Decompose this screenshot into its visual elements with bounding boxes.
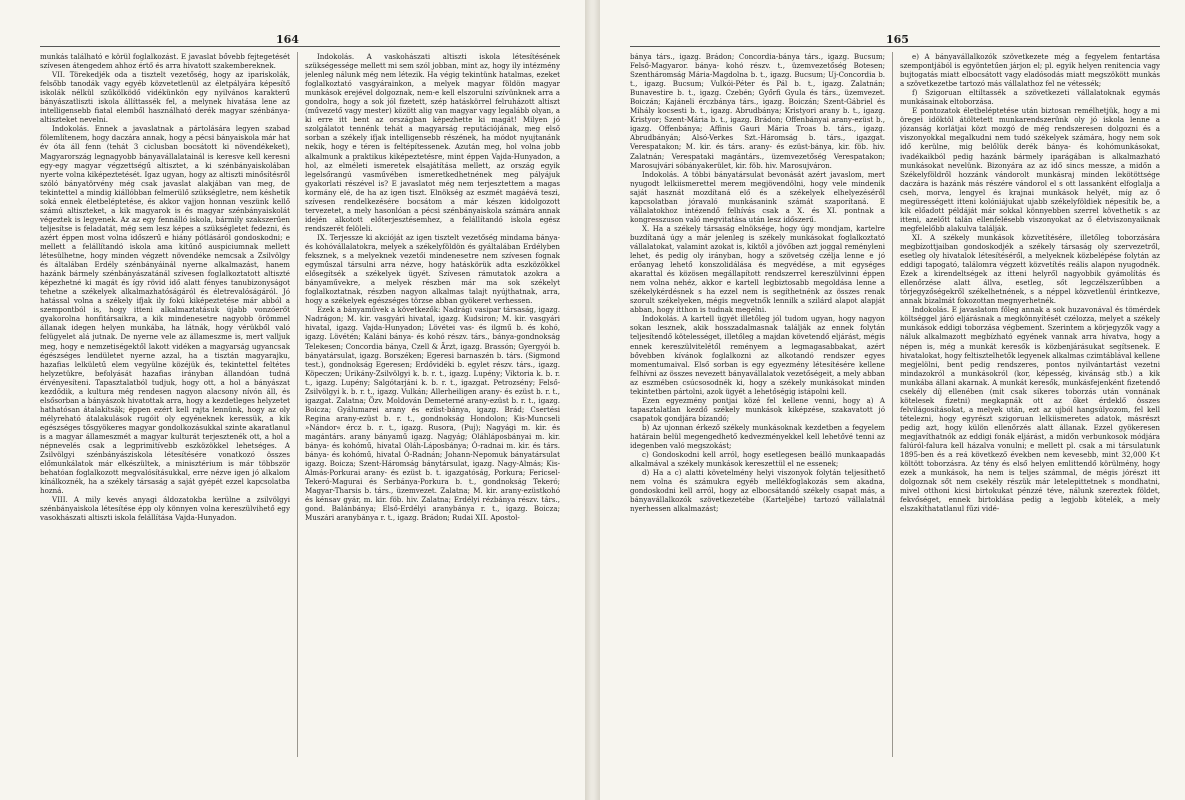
paragraph: bánya társ., igazg. Brádon; Concordia-bánya társ., igazg. Bucsum; Felső-Magyaror. bánya- kohó részv. t., üzemvezetőség Botesen; Szentháromság Mária-Magdolna b. t., igazg. Bucsum; Uj-Concordia b. t., igazg. Bucsum; Vulkói-Péter és Pál b. t., igazg. Zalatnán; Bunavestire b. t., igazg. Czebén; Győrfi Gyula és társ., üzemvezet. Boiczán; Kajáneli érczbánya társ., igazg. Boiczán; Szent-Gábriel és Mihály kocsesti b. t., igazg. Abrudbánya; Kristyori arany b. t., igazg. Kristyor; Szent-Mária b. t., igazg. Brádon; Offenbányai arany-ezüst b., igazg. Offenbánya; Affinis Gauri Mária Troas b. társ., igazg. Abrudbányán; Alsó-Verkes Szt.-Háromság b. társ., igazgat. Verespatakon; M. kir. és társ. arany- és ezüst-bánya, kir. föb. hiv. Zalatnán; Verespataki magántárs., üzemvezetőség Verespatakon; Marosujvári sóbányakerület, kir. föb. hiv. Marosujváron. bbox=[630, 52, 885, 170]
page-number: 164 bbox=[276, 33, 299, 46]
paragraph: f) Szigoruan eltiltassék a szövetkezeti vállalatoknak egymás munkásainak eltoborzása. bbox=[900, 88, 1160, 107]
paragraph: Indokolás. A vaskohászati altiszti iskola létesítésének szükségessége mellett mi sem szól jobban, mint az, hogy ily intézmény jelenleg nálunk még nem létezik. Ha végig tekintünk hatalmas, ezeket foglalkoztató vasgyárainkon, a melyek magyar földön magyar munkások erejével dolgoznak, nem-e kell elszorulni szívünknek arra a gondolra, hogy a sok jól fizetett, szép hatáskörrel felruházott altiszt (művezető vagy mester) között alig van magyar vagy legalább olyan, a ki erre itt bent az országban képezhette ki magát! Milyen jó szolgálatot tennénk tehát a magyarság reputációjának, meg első sorban a székely ifjak intelligensebb részének, ha módot nyujtanánk nekik, hogy e téren is feltépítessenek. Azután meg, hol volna jobb alkalmunk a praktikus kiképeztetésre, mint éppen Vajda-Hunyadon, a hol, az elméleti ismeretek elsajátítása mellett, az ország egyik legelsőrangú vasművében ismeretkedhetnének meg pályájuk gyakorlati részével is? E javaslatot még nem terjesztettem a magas kormány elé, de ha az igen tiszt. Elnökség az eszmét magáévá teszi, szívesen rendelkezésére bocsátom a már készen kidolgozott tervezetet, a mely hasonlóan a pécsi szénbányaiskola számára annak idején alkotott előterjesztésemhez, a felállítandó iskola egész rendszerét felöleli. bbox=[305, 52, 560, 233]
paragraph: Ezek a bányaművek a következők: Nadrági vasipar társaság, igazg. Nadrágon; M. kir. vasgyári hivatal, igazg. Kudsiron; M. kir. vasgyári hivatal, igazg. Vajda-Hunyadon; Lövétei vas- és ilgmű b. és kohó, igazg. Lövétén; Kaláni bánya- és kohó részv. társ., bánya-gondnokság Telekesen; Concordia bánya, Czell & Ärzt, igazg. Brassón; Gyergyói b. bányatársulat, igazg. Borszéken; Egeresi barnaszén b. társ. (Sigmond test.), gondnokság Egeresen; Erdővidéki b. egylet részv. társ., igazg. Köpeczen; Urikány-Zsilvölgyi k. b. r. t., igazg. Lupény; Viktoria k. b. r. t., igazg. Lupény; Salgótarjáni k. b. r. t., igazgat. Petrozsény; Felső-Zsilvölgyi k. b. r. t., igazg. Vulkán; Allerheiligen arany- és ezüst b. r. t., igazgat. Zalatna; Özv. Moldován Demeterné arany-ezüst b. r. t., igazg. Boicza; Gyálumarei arany és ezüst-bánya, igazg. Brád; Csertési Regina arany-ezüst b. r. t., gondnokság Hondolon; Kis-Muncseli »Nándor« ércz b. r. t., igazg. Rusora, (Puj); Nagyági m. kir. és magántárs. arany bányamű igazg. Nagyág; Oláhláposbányai m. kir. bánya- és kohómű, hivatal Oláh-Láposbánya; Ó-radnai m. kir. és társ. bánya- és kohómű, hivatal Ó-Radnán; Johann-Nepomuk bányatársulat igazg. Boicza; Szent-Háromság bánytársulat, igazg. Nagy-Almás; Kis-Almás-Porkurai arany- és ezüst b. t. igazgatóság, Porkura; Fericsel-Tekeró-Magurai és Serbánya-Porkura b. t., gondnokság Tekeró; Magyar-Tharsis b. társ., üzemvezet. Zalatna; M. kir. arany-ezüstkohó és kénsav gyár, m. kir. föb. hiv. Zalatna; Erdélyi rézbánya részv. társ., gond. Balánbánya; Első-Erdélyi aranybánya r. t., igazg. Boicza; Muszári aranybánya r. t., igazg. Brádon; Rudai XII. Apostol- bbox=[305, 305, 560, 523]
paragraph: E pontozatok életbeléptetése után biztosan remélhetjük, hogy a mi öregei idöktöl átöltetett munkarendszerünk oly jó iskola lenne a józanság korlátjai közt mozgó de még rendszeresen dolgozni és a viszonyokkal megalkudni nem tudó székelyek számára, hogy nem sok idő kerülne, mig belőlük derék bánya- és kohómunkásokat, ivadékaikból pedig hazánk bármely iparágában is alkalmazható munkásokat nevelünk. Bizonyára az az idő sincs messze, a midőn a Székelyföldről hozzánk vándorolt munkásraj minden lekötöttsége daczára is hazánk más részére vándorol el s ott lassanként elfoglalja a cseh, morva, lengyel és krajnai munkások helyét, míg az ő megürességett itteni kolóniájukat ujabb székelyföldiek népesítik be, a kik előadott példáját már sokkal könnyebben szerrel követhetik s az itteni, azelőtt talán ellenfelésebb viszonyokat az ő életviszonyaiknak megfelelőbb alakulva találják. bbox=[900, 106, 1160, 233]
paragraph: X. Ha a székely társaság elnöksége, hogy úgy mondjam, kartelre buzdítaná úgy a már jelenleg is székely munkásokat foglalkoztató vállalatokat, valamint azokat is, kiktől a jövőben azt joggal reményleni lehet, és pedig oly irányban, hogy a szövetség czélja lenne e jó erőanyag lehető konszolidálása és megvédése, a mit egységes akarattal és közösen megállapított rendszerrel kereszülvinni éppen nem volna nehéz, akkor e kartell legbiztosabb megoldása lenne a székelykérdésnek s ha ezzel nem is segíthetnénk az összes renak szorult székelyeken, mégis megvetnők lennilk a szilárd alapot alapját abban, hogy itthon is tudnak megélni. bbox=[630, 223, 885, 315]
text-column-2 bbox=[305, 52, 560, 762]
column-divider bbox=[297, 52, 298, 757]
text-column-1 bbox=[630, 52, 885, 762]
header-rule bbox=[40, 46, 560, 47]
text-column-1 bbox=[40, 52, 290, 762]
paragraph: VII. Törekedjék oda a tisztelt vezetőség, hogy az ipariskolák, felsőbb tanodák vagy egyéb közvetetlenül az életpályára képesítő iskolák nélkül szűkölködő vidékünkön egy nyilvános karakterű bányászatliszti iskola állíttassék fel, a melynek hivatása lene az intelligensebb fiatal elemből használható derék magyar szénbánya-altiszteket nevelni. bbox=[40, 70, 290, 125]
right-page bbox=[600, 0, 1185, 800]
paragraph: Ezen egyezmény pontjai közé fel kellene venni, hogy a) A tapasztalatlan kezdő székely munkások kiképzése, szakavatott jó csapatok gondjára bízandó; bbox=[630, 395, 885, 423]
paragraph: Indokolás. A többi bányatársulat bevonását azért javaslom, mert nyugodt lelkiismerettel merem megjövendölni, hogy vele mindenik saját hasznát mozdítaná elő és a székelyek elhelyezéséről kapcsolatban jóravaló munkásanink számát szaporítaná. E vállalatokhoz intézendő felhívás csak a X. és XI. pontnak a kongresszuson való megvitatása után lesz időszerű. bbox=[630, 169, 885, 224]
paragraph: e) A bányavállalkozók szövetkezete még a fegyelem fentartása szempontjából is egyöntetűen járjon el; pl. egyik helyen renitencia vagy bujtogatás miatt elbocsátott vagy eladósodás miatt megszökött munkás a szövetkezetbe tartozó más vállalathoz fel ne vétessék; bbox=[900, 52, 1160, 89]
paragraph: XI. A székely munkások közvetítésére, illetőleg toborzására megbízottjaiban gondoskodjék a székely társaság oly szervezetről, esetleg oly hivatalok létesítéséről, a melyeknek közbelépése folytán az eddigi tapogató, találomra végzett közvetítés reális alapon nyugodnék. Ezek a kirendeltségek az itteni helyről nagyobbik gyámolítás és ellenőrzése alatt állva, esetleg, sőt legczélszerűbben a törjegyzőségekről székelhetnének, s a néppel közvetlenül érintkezve, annak bizalmát fokozottan megnyerhetnék. bbox=[900, 232, 1160, 306]
paragraph: IX. Terjessze ki akcióját az igen tisztelt vezetőség mindama bánya- és kohóvállalatokra, melyek a székelyföldön és gyáltalában Erdélyben feksznek, s a melyeknek vezetői mindenesetre nem szívesen fognak egyműszal társulni arra nézve, hogy hatáskörük adta eszközökkel elősegítsék a székelyek ügyét. Szívesen rámutatok azokra a bányaművekre, a melyek részben már ma sok székelyt foglalkoztatnak, részben nagyon alkalmas talajt nyújthatnak, arra, hogy a székelyek egészséges törzse abban gyökeret verhessen. bbox=[305, 232, 560, 306]
book-gutter bbox=[585, 0, 600, 800]
paragraph: Indokolás. A kartell ügyét illetőleg jól tudom ugyan, hogy nagyon sokan lesznek, akik hosszadalmasnak találják az ennek folytán teljesítendő kötelességet, illetőleg a majdan követendő eljárást, mégis ennek kereszülvitelétől reményem a legmagasabbakat, azért bővebben kívánok foglalkozni az alkotandó rendszer egyes momentumaival. Első sorban is egy egyezmény létesítésére kellene felhívni az összes nevezett bányavállalatok vezetőségeit, a mely abban az eszmében csúcsosodnék ki, hogy a székely munkásokat minden tekintetben pártolni, azok ügyét a lehetőségig istápolni kell. bbox=[630, 314, 885, 396]
column-divider bbox=[892, 52, 893, 757]
left-page bbox=[0, 0, 585, 800]
header-rule bbox=[630, 46, 1160, 47]
paragraph: Indokolás. E javaslatom főleg annak a sok huzavonával és tömérdek költséggel járó eljárásnak a megkönnyítését czélozza, melyet a székely munkások eddigi toborzása végbement. Szerintem a körjegyzők vagy a náluk alkalmazott megbízható egyének vannak arra hívatva, hogy a népen is, még a munkát keresők is közbenjárásukat segítsenek. E hivatalokat, hogy feltisztelhetők legyenek alkalmas czimtáblával kellene megjelölni, bent pedig rendszeres, pontos nyilvántartást vezetni mindazokról a munkásokról (kor, képesség, kivánság stb.) a kik munkába állani akarnak. A munkát keresők, munkásfejenként fizetendő csekély díj ellenében (mit csak sikeres toborzás után vonnának kötelesek fizetni) megkapnák ott az őket érdeklő összes felvilágosításokat, a melyek után, ezt az ujból hangsúlyozom, fel kell tételezni, hogy egyrészt szigoruan lelkiismeretes adatok, másrészt pedig azt, hogy külön ellenőrzés alatt állanak. Ezzel gyökeresen megjavíthatnók az eddigi fonák eljárást, a midőn verbunkosok módjára falúról-falura kell házalva vonulni; e mellett pl. csak a mi társulatunk 1895-ben és a reá következő években nem kevesebb, mint 32,000 K-t költött toborzásra. Az tény és első helyen emlittendő körülmény, hogy ezek a munkások, ha nem is teljes számmal, de mégis jórészt itt dolgoznak sőt nem csekély részük már letelepittetnek s mondhatni, mivel otthoni kicsi birtokukat pénzzé téve, nálunk szereztek földet, fekvőséget, ennek birtoklása pedig a legjobb kötelék, a mely elszakíthatatlanul fűzi vidé- bbox=[900, 305, 1160, 514]
text-column-2 bbox=[900, 52, 1160, 762]
paragraph: d) Ha a c) alatti követelmény helyi viszonyok folytán teljesíthető nem volna és számukra egyéb mellékfoglakozás sem akadna, gondoskodni kell arról, hogy az elbocsátandó székely csapat más, a bányavállalkozók szövetkezetébe (Karteljébe) tartozó vállalatnál nyerhessen alkalmazást; bbox=[630, 468, 885, 514]
paragraph: munkás található e körül foglalkozást. E javaslat bővebb fejtegetését szívesen átengedem ahhoz értő és arra hivatott szakembereknek. bbox=[40, 52, 290, 71]
page-number: 165 bbox=[886, 33, 909, 46]
paragraph: c) Gondoskodni kell arról, hogy esetlegesen beálló munkaapadás alkalmával a székely munkások kereszettül el ne essenek; bbox=[630, 450, 885, 469]
paragraph: VIII. A mily kevés anyagi áldozatokba kerülne a zsilvölgyi szénbányaiskola létesítése épp oly könnyen volna kereszülvihető egy vasokhászati altiszti iskola felállítása Vajda-Hunyadon. bbox=[40, 495, 290, 523]
paragraph: b) Az ujonnan érkező székely munkásoknak kezdetben a fegyelem határain belül megengedhető kedvezményekkel kell lehetővé tenni az idegenben való megszokást; bbox=[630, 422, 885, 451]
paragraph: Indokolás. Ennek a javaslatnak a pártolására legyen szabad fölemlítenem, hogy daczára annak, hogy a pécsi bányaiskola már hat év óta áll fenn (tehát 3 ciclusban bocsátott ki növendékeket), Magyarország legnagyobb bányavállalatainál is keresve kell keresni egy-egy magyar végzettségű altisztet, a ki szénbányaiskolában nyerte volna kiképeztetését. Igaz ugyan, hogy az altiszti minősítésről szóló bányatörvény még csak javaslat alakjában van meg, de tekintettel a mindig kiállóbban felmerülő szükségletre, nem késhetik soká ennek életbeléptetése, és akkor vajjon honnan veszünk kellő számú altiszteket, a kik magyarok is és magyar szénbányaiskolát végeztek is legyenek. Az az egy fennálló iskola, bármily szakszerűen teljesítse is feladatát, még sem lesz képes a szükségletet fedezni, és azért éppen most volna időszerű e hiány pótlásáról gondoskodni; e mellett a felállítandó iskola ama kitűnő auspiciumnak mellett létesülhetne, hogy minden végzett növendéke nemcsak a Zsilvölgy és általában Erdély szénbányáinál nyerne alkalmazást, hanem hazánk bármely szénbányászatánál szívesen foglalkoztatott altiszté képezhetné ki magát és így rövid idő alatt fényes tanubizonyságot tehetne a székelyek alkalmazhatóságáról és életrevalóságáról. Jó hatással volna a székely ifjak ily fokú kiképeztetése már abból a szempontból is, hogy itteni alkalmaztatásuk újabb vonzóerőt gyakorolna honfitársaikra, a kik mindenesetre nagyobb örömmel állanak idegen helyen munkába, ha látnák, hogy vérükből való felügyelet alá jutnak. De nyerne vele az állameszme is, mert valljuk meg, hogy e nemzetiségektől lakott vidéken a magyarság ugyancsak égészséges lendületet nyerne azzal, ha a tisztán magyarajku, hazafias lelkületű elem vegyülne közéjük és, tekintettel feltétes helyzetükre, befolyását hazafias irányban állandóan tudná érvényesíteni. Tapasztalatból tudjuk, hogy ott, a hol a bányászat kezdődik, a kultura még rendesen nagyon alacsony nívón áll, és elsősorban a bányászok hivatottak arra, hogy a kezdetleges helyzetet hathatósan átalakítsák; éppen ezért kell rajta lennünk, hogy az oly mélyreható átalakulások rugóit oly egyéneknek keressük, a kik egészséges tősgyökeres magyar gondolkozásukkal szinte akaratlanul is a magyar állameszmét a magyar kulturát terjesztenék ott, a hol a népnevelés csak a legprimitívebb eszközökkel lehetséges. A Zsilvölgyi szénbányásziskola létesítésére vonatkozó összes előmunkálatok már elkészültek, a minisztérium is már többször behatóan foglalkozott megvalósításukkal, erre nézve igen jó alkalom kínálkoznék, ha a székely társaság a saját gyépét ezzel kapcsolatba hozná. bbox=[40, 124, 290, 496]
